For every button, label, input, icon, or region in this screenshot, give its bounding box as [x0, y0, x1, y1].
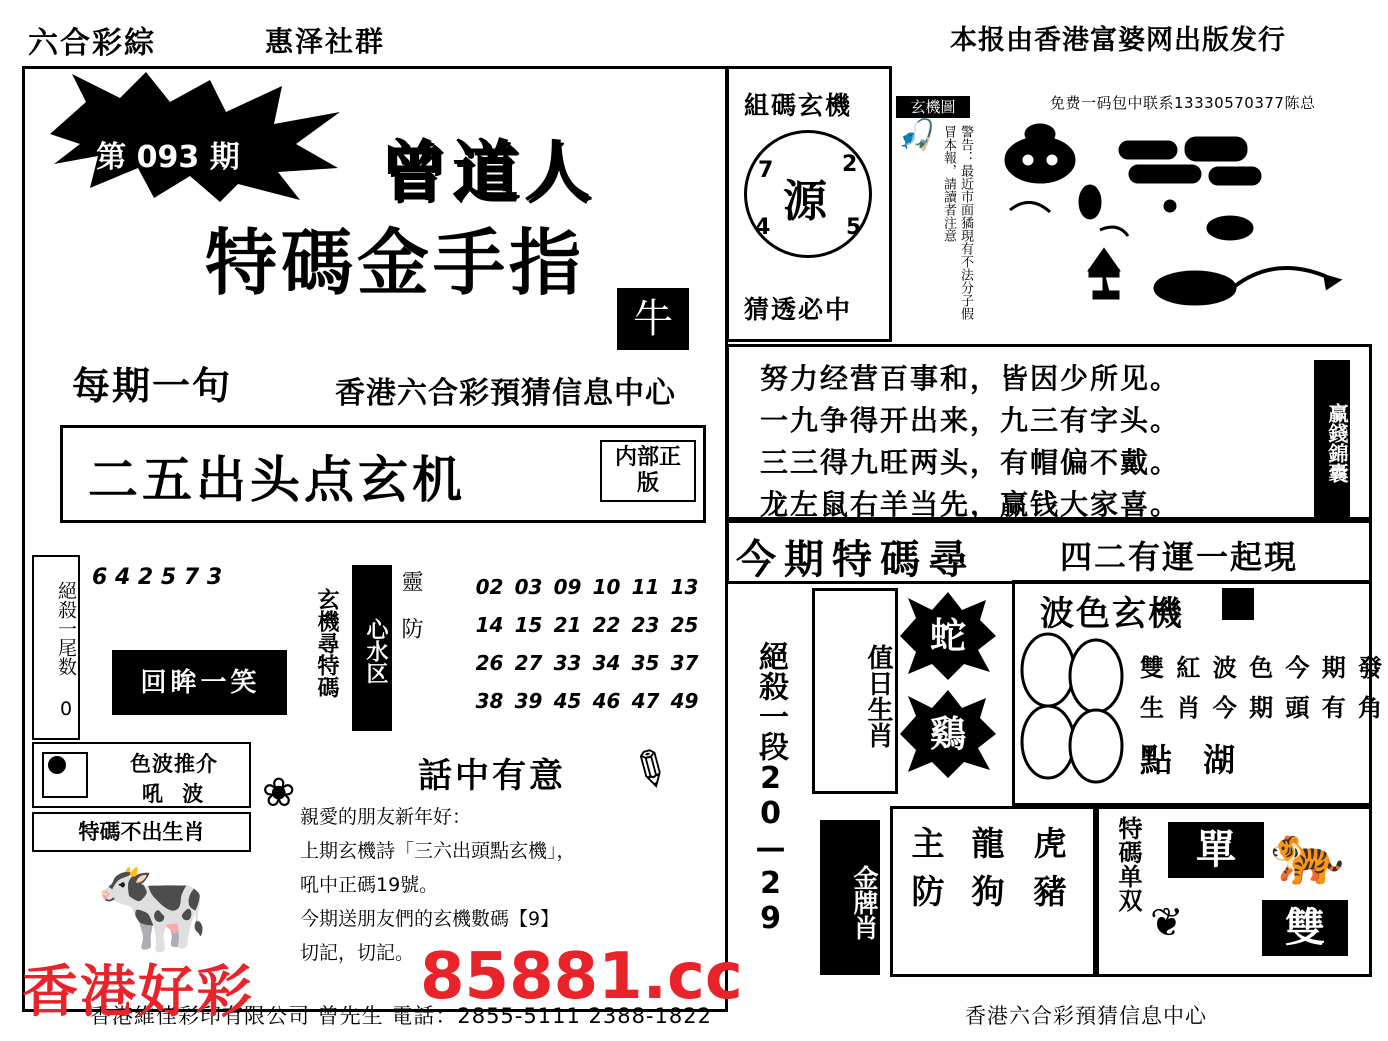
fish-icon: 🎣 [898, 118, 936, 153]
grid-cell: 39 [514, 689, 543, 713]
ling-fang-label: 靈 防 [398, 570, 423, 639]
zuma-title: 組碼玄機 [744, 91, 853, 120]
odd-even-single: 單 [1168, 822, 1264, 878]
wave-color-block [1222, 588, 1254, 620]
page-header-left: 六合彩綜 [28, 26, 156, 61]
vertical-label-xuanji: 玄機尋特碼 [314, 588, 339, 698]
banner-left-text: 今期特碼尋 [736, 537, 976, 583]
lucky-numbers: 6 4 2 5 7 3 [92, 565, 223, 590]
moon-icon [48, 756, 66, 774]
grid-cell: 10 [592, 575, 621, 599]
odd-even-label: 特碼单双 [1114, 816, 1142, 912]
edition-badge: 内部正版 [600, 440, 696, 502]
poem-body [760, 358, 1180, 526]
talk-line: 吼中正碼19號。 [300, 874, 439, 896]
grid-cell: 09 [553, 575, 582, 599]
number-grid [470, 568, 705, 720]
tiger-icon: 🐅 [1270, 819, 1345, 889]
flourish-ornament-icon: ❦ [1150, 900, 1184, 946]
masthead-title-line2: 特碼金手指 [205, 221, 586, 305]
masthead-slogan: 每期一句 [72, 364, 233, 408]
grid-cell: 35 [631, 651, 660, 675]
grid-cell: 11 [631, 575, 660, 599]
wave-line-1: 雙 紅 波 色 今 期 發 [1140, 654, 1385, 682]
grid-cell: 46 [592, 689, 621, 713]
zodiac-column-3 [1022, 820, 1078, 916]
grid-cell: 38 [475, 689, 504, 713]
color-wave-title: 色波推介 [130, 752, 218, 776]
zhiri-animal-1: 蛇 [929, 616, 966, 657]
zodiac-cell: 防 [911, 872, 945, 911]
logo-blob-text: 回眸一笑 [140, 668, 261, 698]
color-wave-sub: 吼 波 [142, 782, 210, 806]
grid-cell: 25 [670, 613, 699, 637]
grid-cell: 23 [631, 613, 660, 637]
talk-line: 切記，切記。 [300, 942, 415, 964]
table-row [470, 644, 704, 682]
zodiac-cell: 狗 [971, 872, 1005, 911]
flower-branch-icon: ❀ [262, 770, 296, 816]
footer-left: 香港維佳彩印有限公司 曾先生 電話：2855-5111 2388-1822 [90, 1004, 712, 1028]
poem-line: 龙左鼠右羊当先，赢钱大家喜。 [760, 488, 1181, 521]
grid-cell: 33 [553, 651, 582, 675]
zuma-number-3: 4 [755, 215, 771, 240]
zhiri-label: 值日生肖 [812, 588, 898, 794]
grid-cell: 15 [514, 613, 543, 637]
eggs-icon [1010, 630, 1130, 790]
grid-cell: 26 [475, 651, 504, 675]
warning-label: 玄機圖 [896, 96, 970, 118]
grid-cell: 27 [514, 651, 543, 675]
issue-number: 第 093 期 [96, 140, 240, 175]
zodiac-column-2 [960, 820, 1016, 916]
no-zodiac-label: 特碼不出生肖 [32, 812, 251, 852]
grid-cell: 37 [670, 651, 699, 675]
zodiac-cell: 主 [911, 824, 945, 863]
ox-icon: 牛 [617, 288, 689, 350]
wave-line-3: 點 湖 [1140, 741, 1246, 779]
poem-line: 努力经营百事和，皆因少所见。 [760, 362, 1181, 395]
talk-line: 上期玄機詩「三六出頭點玄機」， [300, 840, 576, 862]
grid-cell: 34 [592, 651, 621, 675]
xinshui-label: 心水区 [352, 565, 392, 731]
promo-text: 免费一码包中联系13330570377陈总 [1050, 94, 1316, 112]
warning-text: 警告：最近市面獝現有不法分子假冒本報，請讀者注意 [941, 125, 973, 320]
zuma-number-1: 7 [758, 158, 774, 183]
ox-mascot-icon: 🐄 [95, 852, 210, 959]
grid-cell: 21 [553, 613, 582, 637]
zhiri-animal-2: 鷄 [929, 714, 966, 755]
zuma-number-4: 5 [846, 215, 862, 240]
grid-cell: 03 [514, 575, 543, 599]
footer-right: 香港六合彩預猜信息中心 [965, 1004, 1207, 1028]
table-row [470, 682, 704, 720]
riddle-text: 二五出头点玄机 [88, 451, 466, 509]
table-row [470, 568, 704, 606]
zuma-bottom-text: 猜透必中 [744, 295, 853, 324]
odd-even-double: 雙 [1262, 900, 1348, 956]
zodiac-column-1 [900, 820, 956, 916]
talk-line: 今期送朋友們的玄機數碼【9】 [300, 908, 560, 930]
wave-line-2: 生 肖 今 期 頭 有 角 [1140, 694, 1385, 722]
gold-medal-label: 金牌肖 [820, 820, 880, 975]
grid-cell: 47 [631, 689, 660, 713]
kill-tail-label: 絕殺一尾数 0 [32, 555, 80, 740]
masthead-title-line1: 曾道人 [380, 133, 596, 210]
grid-cell: 14 [475, 613, 504, 637]
page-header-right: 本报由香港富婆网出版发行 [950, 25, 1286, 56]
zuma-center-char: 源 [783, 176, 827, 227]
grid-cell: 13 [670, 575, 699, 599]
pen-icon: ✎ [618, 735, 682, 805]
grid-cell: 45 [553, 689, 582, 713]
grid-cell: 02 [475, 575, 504, 599]
zodiac-cell: 豬 [1033, 872, 1067, 911]
watermark-url: 85881.cc [420, 940, 743, 1014]
table-row [470, 606, 704, 644]
wave-color-title: 波色玄機 [1040, 594, 1184, 634]
zodiac-cell: 龍 [971, 824, 1005, 863]
decorative-doodle-icon [980, 120, 1360, 320]
talk-title: 話中有意 [418, 756, 566, 796]
page-header-left-2: 惠泽社群 [265, 25, 386, 58]
win-money-badge: 赢錢錦囊 [1314, 360, 1350, 518]
poem-line: 三三得九旺两头，有帽偏不戴。 [760, 446, 1181, 479]
banner-right-text: 四二有運一起現 [1060, 538, 1299, 576]
zodiac-cell: 虎 [1033, 824, 1067, 863]
kill-segment-label: 絕殺一段20—29 [753, 640, 788, 936]
talk-line: 親愛的朋友新年好： [300, 806, 472, 828]
poem-line: 一九争得开出来，九三有字头。 [760, 404, 1181, 437]
grid-cell: 22 [592, 613, 621, 637]
watermark-text: 香港好彩 [22, 960, 254, 1025]
grid-cell: 49 [670, 689, 699, 713]
center-name: 香港六合彩預猜信息中心 [335, 376, 676, 411]
zuma-number-2: 2 [842, 152, 858, 177]
